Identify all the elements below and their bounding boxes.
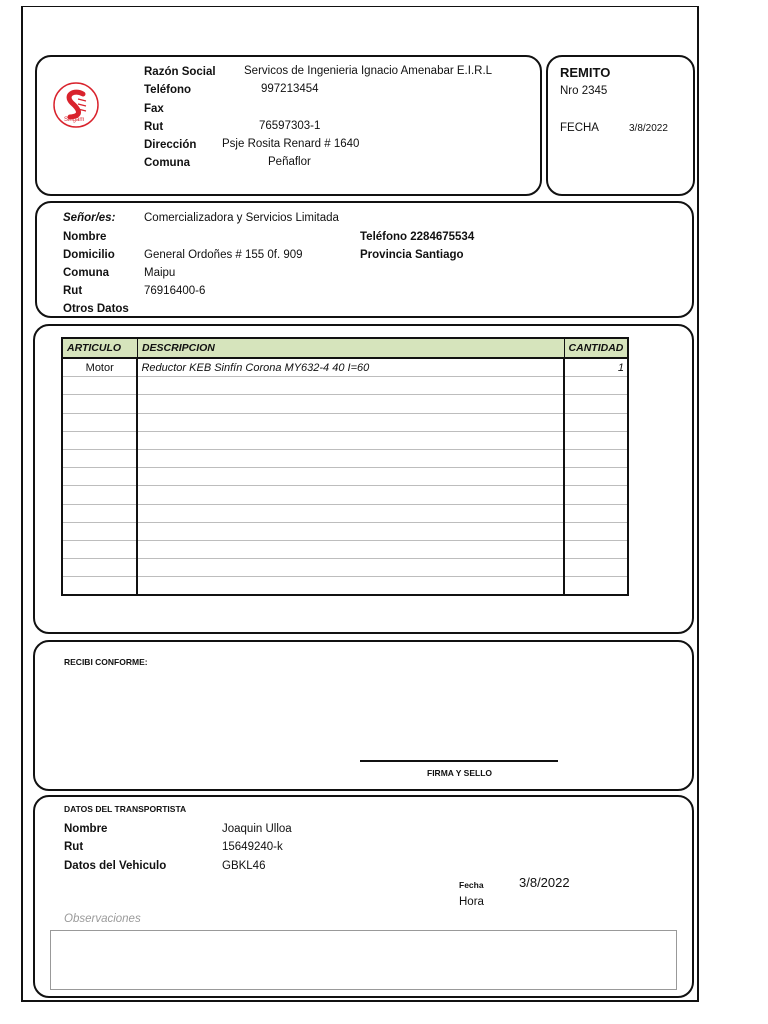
transport-vehiculo: GBKL46 xyxy=(222,860,266,872)
cell-descripcion xyxy=(137,395,564,413)
label-direccion: Dirección xyxy=(144,139,197,151)
observaciones-field[interactable] xyxy=(50,930,677,990)
table-row xyxy=(62,377,628,395)
remito-number: Nro 2345 xyxy=(560,85,608,97)
table-row xyxy=(62,486,628,504)
cell-descripcion xyxy=(137,468,564,486)
label-transport-nombre: Nombre xyxy=(64,823,108,835)
cell-cantidad xyxy=(564,377,628,395)
table-row xyxy=(62,431,628,449)
signature-line xyxy=(360,760,558,762)
cell-descripcion xyxy=(137,413,564,431)
cell-cantidad xyxy=(564,559,628,577)
cell-articulo xyxy=(62,377,137,395)
cell-cantidad xyxy=(564,395,628,413)
client-comuna: Maipu xyxy=(144,267,176,279)
cell-cantidad xyxy=(564,540,628,558)
cell-cantidad xyxy=(564,449,628,467)
transport-nombre: Joaquin Ulloa xyxy=(222,823,292,835)
table-row xyxy=(62,559,628,577)
label-fax: Fax xyxy=(144,103,164,115)
cell-cantidad: 1 xyxy=(564,358,628,377)
remito-fecha-label: FECHA xyxy=(560,122,599,134)
cell-articulo: Motor xyxy=(62,358,137,377)
cell-cantidad xyxy=(564,468,628,486)
label-transport-fecha: Fecha xyxy=(459,880,484,890)
cell-descripcion xyxy=(137,431,564,449)
cell-articulo xyxy=(62,559,137,577)
client-rut: 76916400-6 xyxy=(144,285,206,297)
issuer-direccion: Psje Rosita Renard # 1640 xyxy=(222,138,360,150)
cell-descripcion xyxy=(137,522,564,540)
recibi-conforme-label: RECIBI CONFORME: xyxy=(64,657,148,667)
issuer-telefono: 997213454 xyxy=(261,83,319,95)
label-client-comuna: Comuna xyxy=(63,267,109,279)
label-transport-vehiculo: Datos del Vehiculo xyxy=(64,860,167,872)
label-rut: Rut xyxy=(144,121,164,133)
remito-title: REMITO xyxy=(560,65,611,80)
cell-cantidad xyxy=(564,431,628,449)
table-row xyxy=(62,577,628,596)
label-razon-social: Razón Social xyxy=(144,66,216,78)
client-domicilio: General Ordoñes # 155 0f. 909 xyxy=(144,249,303,261)
cell-articulo xyxy=(62,504,137,522)
cell-cantidad xyxy=(564,504,628,522)
remito-fecha: 3/8/2022 xyxy=(629,123,668,134)
label-nombre: Nombre xyxy=(63,231,107,243)
issuer-rut: 76597303-1 xyxy=(259,120,321,132)
cell-articulo xyxy=(62,395,137,413)
table-row xyxy=(62,449,628,467)
logo-text: Singam xyxy=(64,117,85,123)
issuer-razon-social: Servicos de Ingenieria Ignacio Amenabar E.I.R.L xyxy=(244,65,493,77)
transport-rut: 15649240-k xyxy=(222,841,283,853)
cell-articulo xyxy=(62,577,137,596)
label-transport-rut: Rut xyxy=(64,841,84,853)
cell-descripcion: Reductor KEB Sinfín Corona MY632-4 40 I=60 xyxy=(137,358,564,377)
cell-descripcion xyxy=(137,377,564,395)
header-articulo: ARTICULO xyxy=(62,338,137,358)
items-table xyxy=(61,337,629,596)
cell-cantidad xyxy=(564,486,628,504)
table-row xyxy=(62,504,628,522)
items-header-row xyxy=(62,338,628,358)
label-senor: Señor/es: xyxy=(63,212,116,224)
cell-cantidad xyxy=(564,577,628,596)
cell-cantidad xyxy=(564,522,628,540)
label-domicilio: Domicilio xyxy=(63,249,115,261)
label-observaciones: Observaciones xyxy=(64,913,141,925)
cell-articulo xyxy=(62,522,137,540)
cell-articulo xyxy=(62,431,137,449)
table-row xyxy=(62,522,628,540)
cell-articulo xyxy=(62,540,137,558)
label-client-rut: Rut xyxy=(63,285,83,297)
cell-articulo xyxy=(62,468,137,486)
client-senor: Comercializadora y Servicios Limitada xyxy=(144,212,339,224)
transport-fecha: 3/8/2022 xyxy=(519,875,570,890)
table-row xyxy=(62,540,628,558)
company-logo xyxy=(52,81,100,133)
cell-articulo xyxy=(62,413,137,431)
transport-title: DATOS DEL TRANSPORTISTA xyxy=(64,804,187,814)
cell-articulo xyxy=(62,449,137,467)
cell-descripcion xyxy=(137,504,564,522)
table-row xyxy=(62,358,628,377)
client-telefono: Teléfono 2284675534 xyxy=(360,231,475,243)
table-row xyxy=(62,395,628,413)
table-row xyxy=(62,413,628,431)
cell-descripcion xyxy=(137,540,564,558)
cell-cantidad xyxy=(564,413,628,431)
issuer-comuna: Peñaflor xyxy=(268,156,311,168)
cell-descripcion xyxy=(137,577,564,596)
cell-descripcion xyxy=(137,449,564,467)
table-row xyxy=(62,468,628,486)
label-otros-datos: Otros Datos xyxy=(63,303,129,315)
label-telefono: Teléfono xyxy=(144,84,192,96)
client-provincia: Provincia Santiago xyxy=(360,249,464,261)
header-descripcion: DESCRIPCION xyxy=(137,338,564,358)
cell-articulo xyxy=(62,486,137,504)
header-cantidad: CANTIDAD xyxy=(564,338,628,358)
firma-sello-label: FIRMA Y SELLO xyxy=(427,768,493,778)
cell-descripcion xyxy=(137,559,564,577)
cell-descripcion xyxy=(137,486,564,504)
label-transport-hora: Hora xyxy=(459,896,484,908)
label-comuna: Comuna xyxy=(144,157,190,169)
